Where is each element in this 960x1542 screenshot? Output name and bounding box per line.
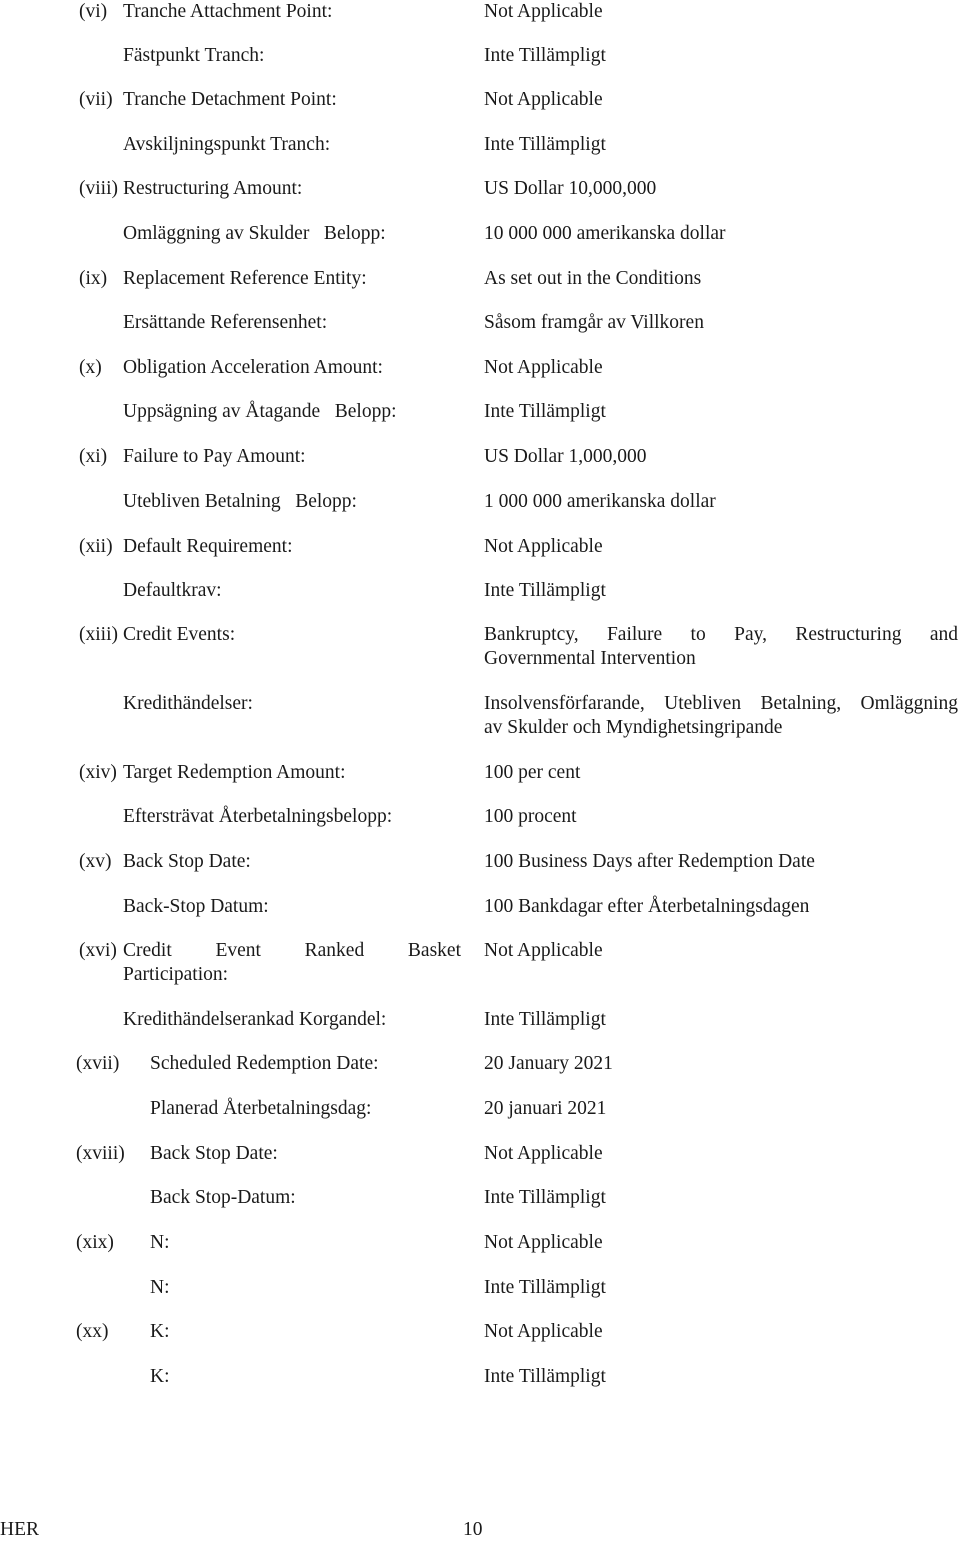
item-number: (xvii) — [76, 1053, 120, 1074]
field-value: Not Applicable — [484, 1143, 603, 1164]
field-label-sv: Omläggning av Skulder Belopp: — [123, 223, 386, 244]
item-number: (xix) — [76, 1232, 114, 1253]
item-number: (x) — [79, 357, 102, 378]
field-label-sv: Back Stop-Datum: — [150, 1187, 296, 1208]
field-label: Default Requirement: — [123, 536, 293, 557]
field-label: N: — [150, 1232, 170, 1253]
field-label: Back Stop Date: — [123, 851, 251, 872]
field-value-sv: Inte Tillämpligt — [484, 134, 606, 155]
field-label-sv: Planerad Återbetalningsdag: — [150, 1098, 372, 1119]
footer-document-code: HER — [0, 1519, 39, 1540]
field-label-sv: Utebliven Betalning Belopp: — [123, 491, 357, 512]
item-number: (xii) — [79, 536, 113, 557]
field-label-sv: K: — [150, 1366, 170, 1387]
field-value: US Dollar 1,000,000 — [484, 446, 647, 467]
field-value: Not Applicable — [484, 1321, 603, 1342]
field-value-sv: Inte Tillämpligt — [484, 580, 606, 601]
item-number: (xv) — [79, 851, 112, 872]
field-label-sv: Ersättande Referensenhet: — [123, 312, 328, 333]
field-value-sv-line: av Skulder och Myndighetsingripande — [484, 717, 783, 738]
field-value-sv: Inte Tillämpligt — [484, 1187, 606, 1208]
field-label-sv: Kredithändelser: — [123, 693, 253, 714]
item-number: (xiv) — [79, 762, 117, 783]
field-label: Restructuring Amount: — [123, 178, 303, 199]
field-value-line: Bankruptcy, Failure to Pay, Restructuring and — [484, 624, 958, 645]
field-value-sv: Inte Tillämpligt — [484, 401, 606, 422]
field-label-line: Credit Event Ranked Basket — [123, 940, 461, 961]
field-value-sv: 1 000 000 amerikanska dollar — [484, 491, 716, 512]
field-value-sv: 10 000 000 amerikanska dollar — [484, 223, 726, 244]
field-value-sv: Såsom framgår av Villkoren — [484, 312, 704, 333]
field-value-sv: 100 Bankdagar efter Återbetalningsdagen — [484, 896, 810, 917]
field-label-sv: Back-Stop Datum: — [123, 896, 269, 917]
field-value-sv-line: Insolvensförfarande, Utebliven Betalning, Omläggning — [484, 693, 958, 714]
field-value: Not Applicable — [484, 536, 603, 557]
field-value-sv: Inte Tillämpligt — [484, 1009, 606, 1030]
field-value: Not Applicable — [484, 1, 603, 22]
field-value-sv: Inte Tillämpligt — [484, 1366, 606, 1387]
field-label-sv: Fästpunkt Tranch: — [123, 45, 265, 66]
field-value: Not Applicable — [484, 1232, 603, 1253]
field-value: US Dollar 10,000,000 — [484, 178, 657, 199]
item-number: (vii) — [79, 89, 113, 110]
item-number: (xi) — [79, 446, 108, 467]
field-label: Target Redemption Amount: — [123, 762, 346, 783]
field-value: As set out in the Conditions — [484, 268, 702, 289]
field-label: Failure to Pay Amount: — [123, 446, 306, 467]
field-value: 100 Business Days after Redemption Date — [484, 851, 815, 872]
field-label-sv: N: — [150, 1277, 170, 1298]
field-value: 100 per cent — [484, 762, 581, 783]
item-number: (viii) — [79, 178, 118, 199]
field-label-sv: Uppsägning av Åtagande Belopp: — [123, 401, 397, 422]
field-value-sv: 20 januari 2021 — [484, 1098, 607, 1119]
field-label: Tranche Detachment Point: — [123, 89, 337, 110]
field-value: Not Applicable — [484, 940, 603, 961]
page-number: 10 — [463, 1519, 483, 1540]
field-value: 20 January 2021 — [484, 1053, 613, 1074]
field-label: Credit Events: — [123, 624, 236, 645]
item-number: (ix) — [79, 268, 108, 289]
field-value-sv: Inte Tillämpligt — [484, 45, 606, 66]
field-value-sv: Inte Tillämpligt — [484, 1277, 606, 1298]
field-label: Obligation Acceleration Amount: — [123, 357, 383, 378]
field-value: Not Applicable — [484, 357, 603, 378]
field-label: Scheduled Redemption Date: — [150, 1053, 379, 1074]
field-label: Back Stop Date: — [150, 1143, 278, 1164]
field-label-sv: Avskiljningspunkt Tranch: — [123, 134, 331, 155]
field-label-sv: Defaultkrav: — [123, 580, 222, 601]
field-label: K: — [150, 1321, 170, 1342]
field-label: Tranche Attachment Point: — [123, 1, 333, 22]
item-number: (vi) — [79, 1, 108, 22]
field-value-line: Governmental Intervention — [484, 648, 696, 669]
field-label-sv: Kredithändelserankad Korgandel: — [123, 1009, 387, 1030]
item-number: (xvi) — [79, 940, 117, 961]
field-label-line: Participation: — [123, 964, 229, 985]
item-number: (xiii) — [79, 624, 118, 645]
field-label-sv: Eftersträvat Återbetalningsbelopp: — [123, 806, 393, 827]
field-value: Not Applicable — [484, 89, 603, 110]
item-number: (xx) — [76, 1321, 109, 1342]
field-value-sv: 100 procent — [484, 806, 577, 827]
item-number: (xviii) — [76, 1143, 125, 1164]
field-label: Replacement Reference Entity: — [123, 268, 367, 289]
